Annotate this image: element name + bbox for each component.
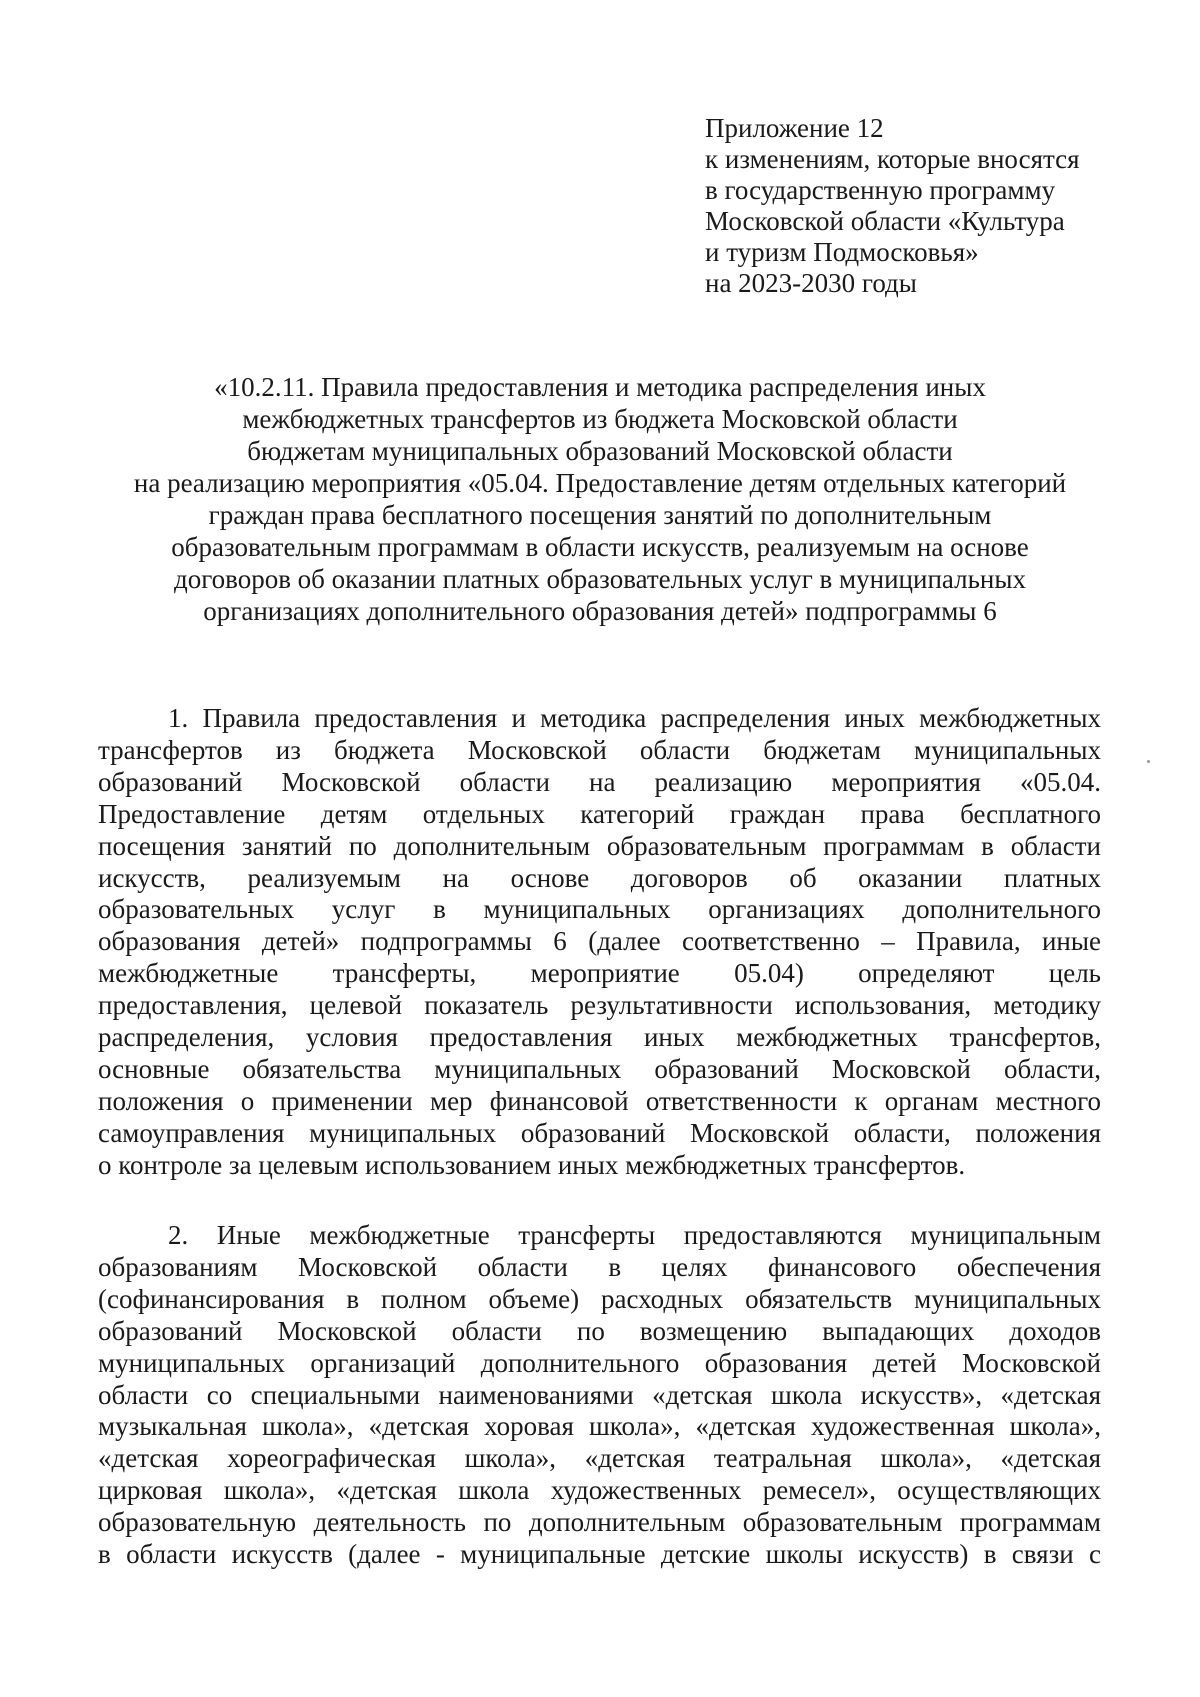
paragraph-line: образовательных услуг в муниципальных организациях дополнительного xyxy=(98,894,1101,925)
scan-speck xyxy=(1147,760,1150,763)
appendix-line: в государственную программу xyxy=(705,175,1056,205)
appendix-line: к изменениям, которые вносятся xyxy=(705,144,1080,174)
paragraph-line: распределения, условия предоставления иных межбюджетных трансфертов, xyxy=(98,1022,1101,1053)
paragraph-line: «детская хореографическая школа», «детская театральная школа», «детская xyxy=(98,1443,1101,1474)
paragraph-line: Предоставление детям отдельных категорий граждан права бесплатного xyxy=(98,798,1101,829)
title-line: граждан права бесплатного посещения занятий по дополнительным xyxy=(208,500,992,530)
title-line: организациях дополнительного образования детей» подпрограммы 6 xyxy=(203,596,997,626)
appendix-line: на 2023-2030 годы xyxy=(705,268,917,298)
title-line: бюджетам муниципальных образований Московской области xyxy=(247,436,953,466)
document-title xyxy=(95,371,1105,627)
paragraph-line: муниципальных организаций дополнительного образования детей Московской xyxy=(98,1347,1101,1378)
paragraph-line: образовательную деятельность по дополнительным образовательным программам xyxy=(98,1507,1101,1538)
paragraph-line: самоуправления муниципальных образований Московской области, положения xyxy=(98,1117,1101,1148)
appendix-line: Московской области «Культура xyxy=(705,206,1065,236)
paragraph-line: цирковая школа», «детская школа художественных ремесел», осуществляющих xyxy=(98,1475,1101,1506)
paragraph-line: основные обязательства муниципальных образований Московской области, xyxy=(98,1053,1101,1084)
paragraph-1 xyxy=(98,703,1101,1182)
paragraph-2 xyxy=(98,1220,1101,1571)
title-line: образовательным программам в области искусств, реализуемым на основе xyxy=(171,532,1029,562)
paragraph-line: 2. Иные межбюджетные трансферты предоставляются муниципальным xyxy=(168,1220,1101,1250)
title-line: на реализацию мероприятия «05.04. Предоставление детям отдельных категорий xyxy=(133,468,1067,498)
paragraph-line: о контроле за целевым использованием иных межбюджетных трансфертов. xyxy=(98,1149,966,1180)
paragraph-line: образованиям Московской области в целях финансового обеспечения xyxy=(98,1251,1101,1282)
paragraph-line: образований Московской области на реализацию мероприятия «05.04. xyxy=(98,766,1101,797)
paragraph-line: искусств, реализуемым на основе договоров об оказании платных xyxy=(98,862,1101,893)
paragraph-line: положения о применении мер финансовой ответственности к органам местного xyxy=(98,1085,1101,1116)
appendix-line: Приложение 12 xyxy=(705,113,884,143)
title-line: межбюджетных трансфертов из бюджета Московской области xyxy=(242,404,958,434)
appendix-line: и туризм Подмосковья» xyxy=(705,237,979,267)
paragraph-line: области со специальными наименованиями «детская школа искусств», «детская xyxy=(98,1379,1101,1410)
paragraph-line: (софинансирования в полном объеме) расходных обязательств муниципальных xyxy=(98,1283,1101,1314)
title-line: «10.2.11. Правила предоставления и методика распределения иных xyxy=(214,372,986,402)
paragraph-line: образования детей» подпрограммы 6 (далее соответственно – Правила, иные xyxy=(98,926,1101,957)
paragraph-line: межбюджетные трансферты, мероприятие 05.04) определяют цель xyxy=(98,958,1101,989)
paragraph-line: 1. Правила предоставления и методика распределения иных межбюджетных xyxy=(168,703,1101,733)
paragraph-line: трансфертов из бюджета Московской области бюджетам муниципальных xyxy=(98,734,1101,765)
paragraph-line: посещения занятий по дополнительным образовательным программам в области xyxy=(98,830,1101,861)
title-line: договоров об оказании платных образовательных услуг в муниципальных xyxy=(173,564,1026,594)
paragraph-line: музыкальная школа», «детская хоровая школа», «детская художественная школа», xyxy=(98,1411,1101,1442)
appendix-header xyxy=(705,113,1125,299)
paragraph-line: предоставления, целевой показатель результативности использования, методику xyxy=(98,990,1101,1021)
paragraph-line: образований Московской области по возмещению выпадающих доходов xyxy=(98,1315,1101,1346)
paragraph-line: в области искусств (далее - муниципальные детские школы искусств) в связи с xyxy=(98,1539,1101,1570)
